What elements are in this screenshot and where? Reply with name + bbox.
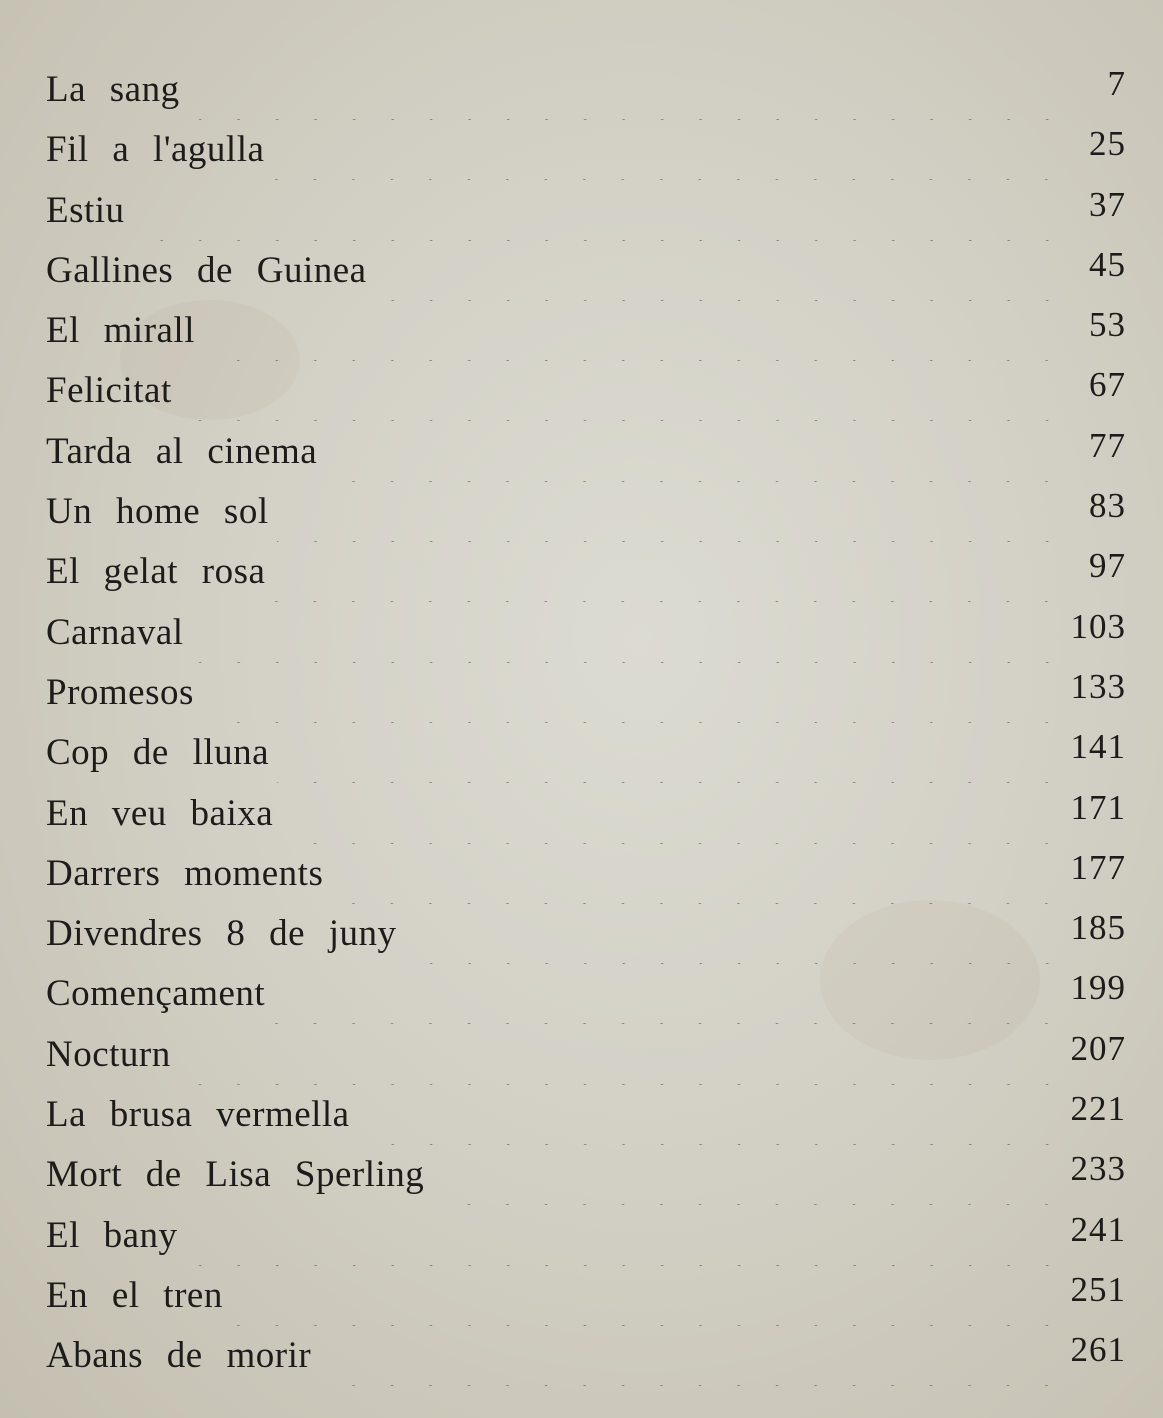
toc-entry-title: Promesos	[46, 671, 194, 713]
dot-leader	[273, 964, 1066, 1024]
toc-entry	[46, 1206, 1126, 1266]
toc-entry	[46, 784, 1126, 844]
toc-entry	[46, 301, 1126, 361]
toc-entry-page: 221	[1070, 1089, 1126, 1129]
toc-entry	[46, 542, 1126, 602]
toc-entry	[46, 60, 1126, 120]
toc-entry-title: El bany	[46, 1214, 178, 1256]
dot-leader	[277, 723, 1066, 783]
toc-entry-page: 251	[1070, 1269, 1126, 1309]
toc-entry-title: Un home sol	[46, 491, 269, 533]
toc-entry-title: Darrers moments	[46, 852, 324, 894]
toc-entry-title: Gallines de Guinea	[46, 249, 367, 291]
toc-entry-page: 97	[1089, 546, 1126, 586]
toc-entry	[46, 1025, 1126, 1085]
toc-entry	[46, 241, 1126, 301]
toc-entry-title: Tarda al cinema	[46, 430, 318, 472]
toc-entry	[46, 1326, 1126, 1386]
dot-leader	[202, 663, 1066, 723]
toc-entry-title: Començament	[46, 973, 266, 1015]
toc-entry-title: Abans de morir	[46, 1335, 312, 1377]
toc-entry-page: 171	[1070, 787, 1126, 827]
toc-entry	[46, 844, 1126, 904]
toc-entry-page: 233	[1070, 1149, 1126, 1189]
toc-entry-title: Felicitat	[46, 370, 172, 412]
dot-leader	[277, 482, 1066, 542]
toc-entry-title: La sang	[46, 69, 180, 110]
toc-entry-page: 53	[1089, 305, 1126, 345]
table-of-contents	[46, 60, 1126, 1387]
toc-entry-page: 7	[1107, 64, 1126, 103]
dot-leader	[331, 844, 1066, 904]
toc-entry	[46, 904, 1126, 964]
toc-entry-page: 67	[1089, 365, 1126, 405]
toc-entry	[46, 181, 1126, 241]
toc-entry-title: El gelat rosa	[46, 551, 266, 593]
dot-leader	[186, 1206, 1066, 1266]
dot-leader	[432, 1145, 1066, 1205]
toc-entry	[46, 723, 1126, 783]
dot-leader	[188, 60, 1066, 120]
toc-entry-title: Cop de lluna	[46, 732, 270, 774]
dot-leader	[325, 422, 1066, 482]
dot-leader	[319, 1326, 1066, 1386]
dot-leader	[179, 1025, 1066, 1085]
toc-entry-page: 25	[1089, 124, 1126, 164]
toc-entry-title: En el tren	[46, 1274, 223, 1316]
toc-entry-page: 133	[1070, 666, 1126, 706]
toc-entry-page: 103	[1070, 606, 1126, 646]
dot-leader	[375, 241, 1066, 301]
toc-entry-page: 37	[1089, 184, 1126, 224]
dot-leader	[192, 603, 1066, 663]
dot-leader	[231, 1266, 1066, 1326]
toc-entry-page: 83	[1089, 486, 1126, 526]
toc-entry-title: Mort de Lisa Sperling	[46, 1154, 425, 1196]
dot-leader	[180, 361, 1066, 421]
dot-leader	[358, 1085, 1066, 1145]
toc-entry	[46, 1085, 1126, 1145]
toc-entry-page: 45	[1089, 244, 1126, 284]
toc-entry-page: 261	[1070, 1330, 1126, 1370]
toc-entry	[46, 120, 1126, 180]
toc-entry-title: Divendres 8 de juny	[46, 913, 397, 955]
toc-entry	[46, 422, 1126, 482]
toc-entry-page: 77	[1089, 425, 1126, 465]
dot-leader	[273, 542, 1066, 602]
toc-entry	[46, 1145, 1126, 1205]
toc-entry-title: El mirall	[46, 310, 195, 352]
toc-entry-title: Fil a l'agulla	[46, 129, 265, 171]
toc-entry-page: 177	[1070, 847, 1126, 887]
toc-entry	[46, 1266, 1126, 1326]
toc-entry-page: 185	[1070, 908, 1126, 948]
toc-entry-page: 141	[1070, 727, 1126, 767]
dot-leader	[203, 301, 1066, 361]
toc-entry-title: En veu baixa	[46, 792, 274, 834]
toc-entry-title: Nocturn	[46, 1033, 171, 1075]
toc-entry	[46, 603, 1126, 663]
toc-entry	[46, 482, 1126, 542]
toc-entry-page: 241	[1070, 1209, 1126, 1249]
toc-entry-title: La brusa vermella	[46, 1094, 350, 1136]
dot-leader	[281, 784, 1066, 844]
toc-entry-title: Carnaval	[46, 611, 184, 653]
toc-entry	[46, 361, 1126, 421]
toc-entry-page: 207	[1070, 1028, 1126, 1068]
toc-entry-title: Estiu	[46, 189, 125, 231]
dot-leader	[272, 120, 1066, 180]
toc-entry-page: 199	[1070, 968, 1126, 1008]
toc-entry	[46, 663, 1126, 723]
dot-leader	[405, 904, 1066, 964]
dot-leader	[133, 181, 1066, 241]
toc-entry	[46, 964, 1126, 1024]
